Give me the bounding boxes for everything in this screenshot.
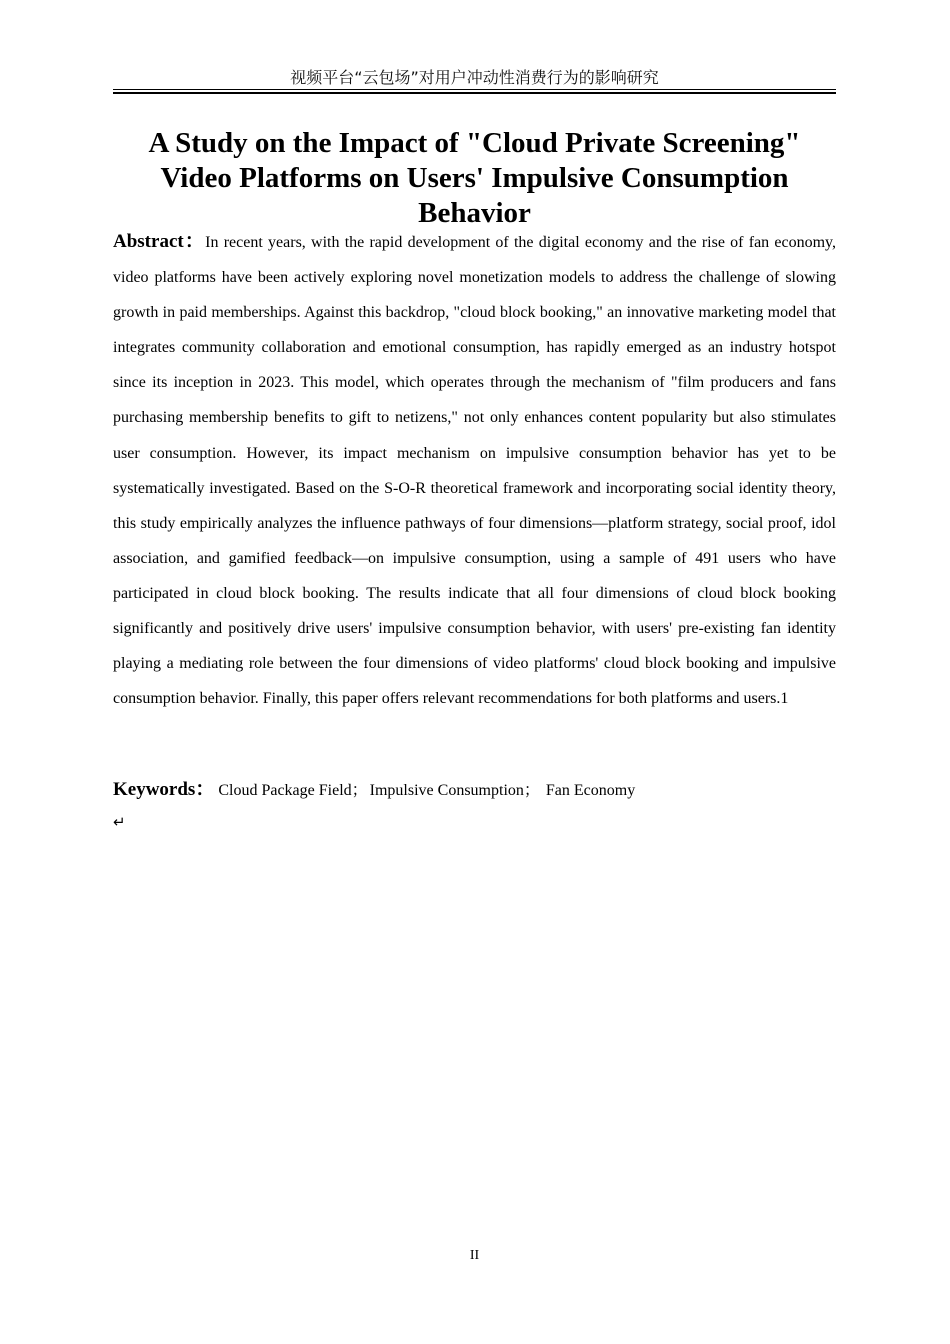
abstract-label: Abstract：	[113, 231, 206, 252]
paper-title: A Study on the Impact of "Cloud Private Screening" Video Platforms on Users' Impulsive Consumption Behavior	[148, 127, 801, 229]
paragraph-return-icon: ↵	[113, 813, 126, 831]
keyword-separator: ；	[523, 782, 544, 799]
keyword-item: Cloud Package Field	[218, 782, 352, 799]
keywords-line	[113, 774, 836, 807]
header-rule-thin	[113, 89, 836, 90]
abstract-paragraph	[113, 224, 836, 716]
abstract-text: In recent years, with the rapid development of the digital economy and the rise of fan economy, video platforms have been actively exploring novel monetization models to address the challenge of slowing growth in paid memberships. Against this backdrop, "cloud block booking," an innovative marketing model that integrates community collaboration and emotional consumption, has rapidly emerged as an industry hotspot since its inception in 2023. This model, which operates through the mechanism of "film producers and fans purchasing membership benefits to gift to netizens," not only enhances content popularity but also stimulates user consumption. However, its impact mechanism on impulsive consumption behavior has yet to be systematically investigated. Based on the S-O-R theoretical framework and incorporating social identity theory, this study empirically analyzes the influence pathways of four dimensions—platform strategy, social proof, idol association, and gamified feedback—on impulsive consumption, using a sample of 491 users who have participated in cloud block booking. The results indicate that all four dimensions of cloud block booking significantly and positively drive users' impulsive consumption behavior, with users' pre-existing fan identity playing a mediating role between the four dimensions of video platforms' cloud block booking and impulsive consumption behavior. Finally, this paper offers relevant recommendations for both platforms and users.1	[113, 234, 837, 708]
running-header: 视频平台“云包场”对用户冲动性消费行为的影响研究	[290, 68, 659, 87]
header-rule-thick	[113, 92, 836, 94]
keywords-label: Keywords：	[113, 779, 215, 800]
page-number: II	[469, 1248, 480, 1263]
keyword-separator: ；	[351, 782, 368, 799]
keyword-item: Fan Economy	[545, 782, 636, 799]
keyword-item: Impulsive Consumption	[369, 782, 524, 799]
